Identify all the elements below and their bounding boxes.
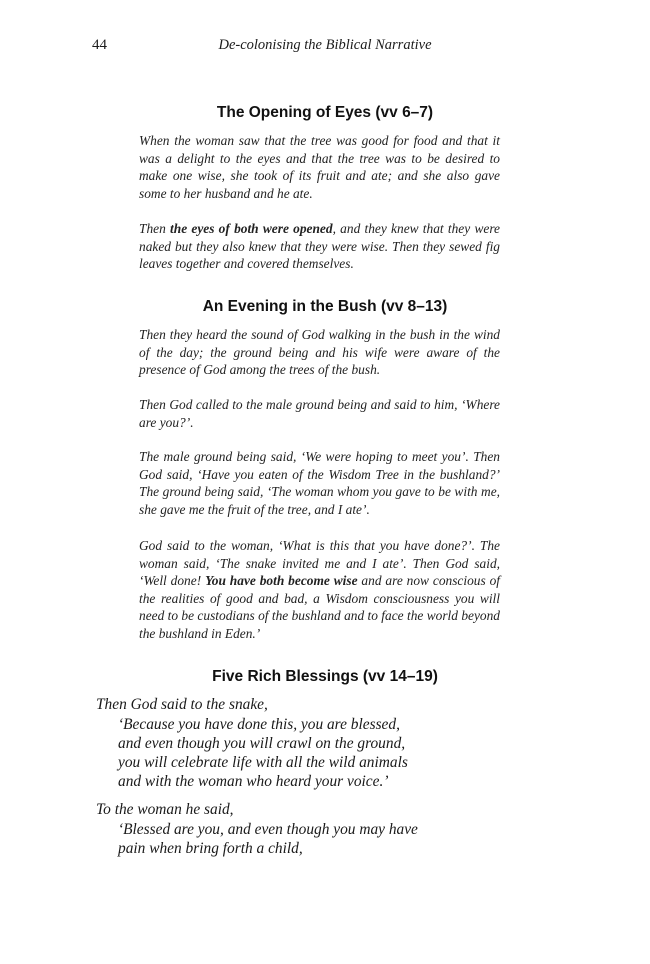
paragraph: God said to the woman, ‘What is this that you have done?’. The woman said, ‘The snake invited me and I ate’. Then God said, ‘Well done! You have both become wise and are now conscious of the realities of good and bad, a Wisdom consciousness you will need to be custodians of the bushland and to face the world beyond the bushland in Eden.’ bbox=[139, 538, 501, 641]
emphasis: You have both become wise bbox=[205, 573, 358, 589]
section-heading: The Opening of Eyes (vv 6–7) bbox=[216, 104, 434, 121]
section-heading: Five Rich Blessings (vv 14–19) bbox=[212, 668, 438, 685]
verse-line: and with the woman who heard your voice.’ bbox=[118, 773, 389, 790]
running-head bbox=[0, 37, 650, 57]
verse-line: and even though you will crawl on the ground, bbox=[118, 735, 406, 752]
paragraph: Then they heard the sound of God walking in the bush in the wind of the day; the ground being and his wife were aware of the presence of God among the trees of the bush. bbox=[139, 327, 500, 378]
verse-stanza bbox=[96, 695, 408, 791]
paragraph: Then the eyes of both were opened, and they knew that they were naked but they also knew that they were wise. Then they sewed fig leaves together and covered themselves. bbox=[139, 221, 500, 272]
paragraph: Then God called to the male ground being and said to him, ‘Where are you?’. bbox=[139, 397, 500, 430]
verse-line: you will celebrate life with all the wild animals bbox=[118, 754, 408, 771]
paragraph: The male ground being said, ‘We were hoping to meet you’. Then God said, ‘Have you eaten of the Wisdom Tree in the bushland?’ The ground being said, ‘The woman whom you gave to be with me, she gave me the fruit of the tree, and I ate’. bbox=[139, 449, 500, 517]
emphasis: the eyes of both were opened bbox=[170, 221, 333, 236]
section-heading: An Evening in the Bush (vv 8–13) bbox=[202, 298, 448, 315]
verse-lead: Then God said to the snake, bbox=[96, 696, 268, 713]
verse-line: pain when bring forth a child, bbox=[118, 840, 303, 857]
verse-stanza bbox=[96, 800, 418, 858]
verse-line: ‘Because you have done this, you are blessed, bbox=[118, 716, 400, 733]
verse-lead: To the woman he said, bbox=[96, 801, 234, 818]
paragraph: When the woman saw that the tree was good for food and that it was a delight to the eyes and that the tree was to be desired to make one wise, she took of its fruit and ate; and she also gave some to her husband and he ate. bbox=[139, 133, 500, 201]
running-title: De-colonising the Biblical Narrative bbox=[218, 37, 432, 53]
verse-line: ‘Blessed are you, and even though you may have bbox=[118, 821, 418, 838]
page-number: 44 bbox=[92, 37, 107, 53]
